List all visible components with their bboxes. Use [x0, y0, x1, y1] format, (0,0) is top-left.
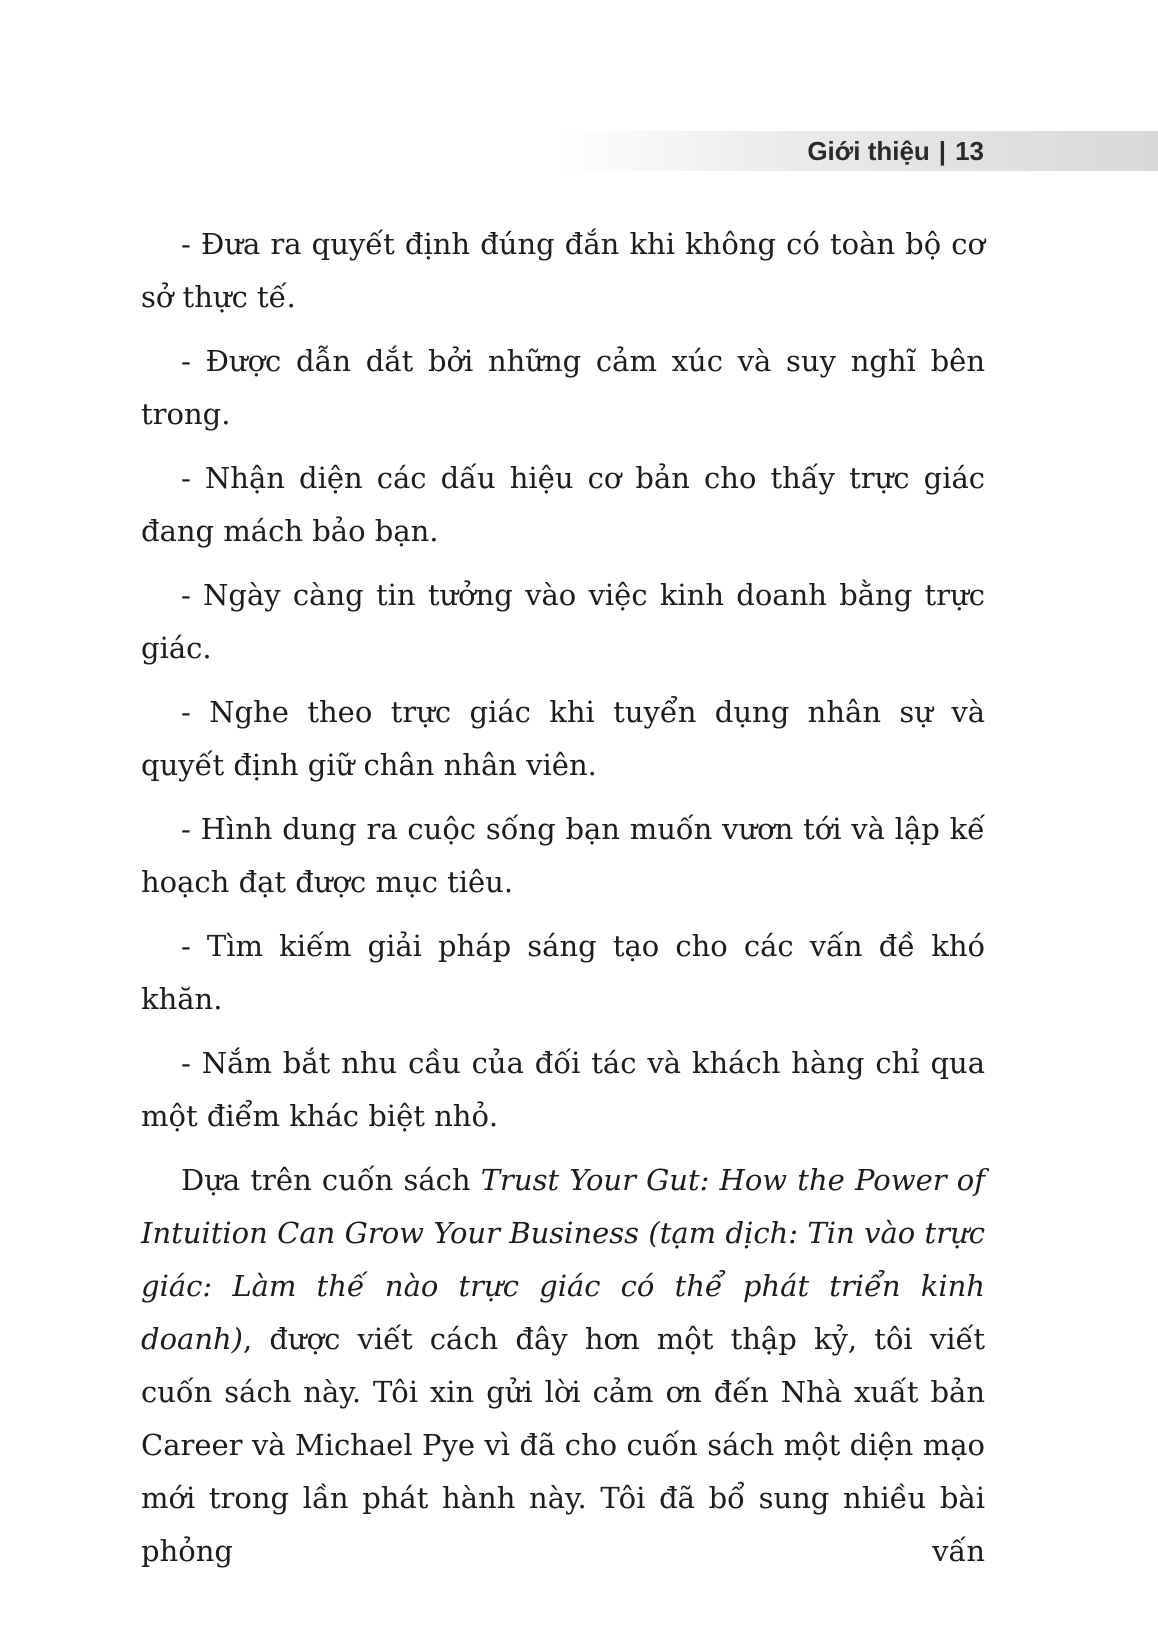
- bullet-item: - Nắm bắt nhu cầu của đối tác và khách hàng chỉ qua một điểm khác biệt nhỏ.: [141, 1046, 985, 1133]
- bullet-item: - Tìm kiếm giải pháp sáng tạo cho các vấn đề khó khăn.: [141, 929, 985, 1016]
- section-title: Giới thiệu: [807, 136, 930, 166]
- bullet-item: - Nhận diện các dấu hiệu cơ bản cho thấy trực giác đang mách bảo bạn.: [141, 461, 985, 548]
- bullet-item: - Nghe theo trực giác khi tuyển dụng nhân sự và quyết định giữ chân nhân viên.: [141, 695, 985, 782]
- bullet-item: - Hình dung ra cuộc sống bạn muốn vươn tới và lập kế hoạch đạt được mục tiêu.: [141, 812, 985, 899]
- closing-paragraph: [141, 1154, 985, 1578]
- running-header: [807, 131, 984, 171]
- page-number: 13: [955, 136, 984, 166]
- bullet-item: - Đưa ra quyết định đúng đắn khi không có toàn bộ cơ sở thực tế.: [141, 227, 985, 314]
- bullet-item: - Được dẫn dắt bởi những cảm xúc và suy nghĩ bên trong.: [141, 344, 985, 431]
- closing-intro: Dựa trên cuốn sách: [181, 1163, 481, 1197]
- closing-rest: , được viết cách đây hơn một thập kỷ, tôi viết cuốn sách này. Tôi xin gửi lời cảm ơn đến Nhà xuất bản Career và Michael Pye vì đã cho cuốn sách một diện mạo mới trong lần phát hành này. Tôi đã bổ sung nhiều bài phỏng vấn: [141, 1322, 985, 1568]
- header-separator: |: [938, 136, 947, 166]
- book-title: Trust Your Gut: How the Power of Intuition Can Grow Your Business (tạm dịch: Tin vào trực giác: Làm thế nào trực giác có thể phát triển kinh doanh): [141, 1163, 985, 1356]
- bullet-item: - Ngày càng tin tưởng vào việc kinh doanh bằng trực giác.: [141, 578, 985, 665]
- page-body: [141, 218, 985, 1589]
